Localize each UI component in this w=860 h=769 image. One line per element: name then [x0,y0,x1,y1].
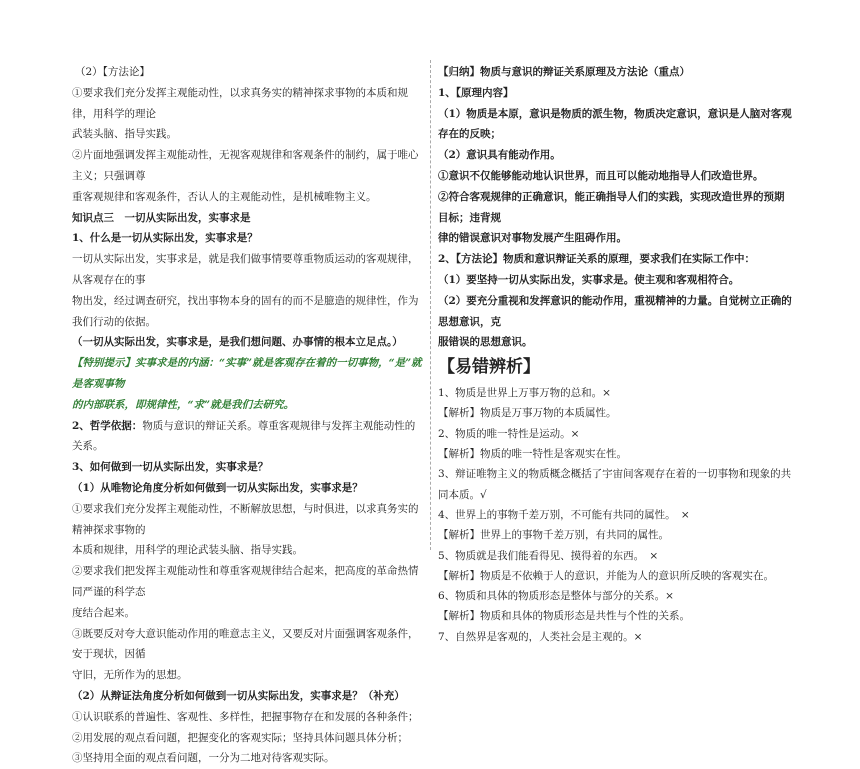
text-line: ①认识联系的普遍性、客观性、多样性，把握事物存在和发展的各种条件； [72,710,419,723]
text-line: （1）要坚持一切从实际出发，实事求是。使主观和客观相符合。 [438,273,740,286]
text-line: （2）意识具有能动作用。 [438,149,561,162]
text-line: 【解析】物质和具体的物质形态是共性与个性的关系。 [438,610,690,623]
left-text-block [72,62,424,769]
text-line: 2、物质的唯一特性是运动。× [438,427,580,440]
text-line: （1）物质是本原，意识是物质的派生物，物质决定意识，意识是人脑对客观存在的反映； [438,107,792,141]
text-line: 【解析】物质是万事万物的本质属性。 [438,407,617,420]
text-line: ②用发展的观点看问题，把握变化的客观实际；坚持具体问题具体分析； [72,731,408,744]
text-line: 2、哲学依据：物质与意识的辩证关系。尊重客观规律与发挥主观能动性的关系。 [72,419,416,453]
text-line: ②片面地强调发挥主观能动性，无视客观规律和客观条件的制约，属于唯心主义；只强调尊 [72,149,419,182]
text-line: 的内部联系，即规律性，“求”就是我们去研究。 [72,398,295,411]
column-divider [430,60,431,550]
text-line: 一切从实际出发，实事求是，就是我们做事情要尊重物质运动的客观规律，从客观存在的事 [72,253,419,286]
text-line: ③既要反对夸大意识能动作用的唯意志主义，又要反对片面强调客观条件，安于现状，因循 [72,627,419,661]
text-line: ②符合客观规律的正确意识，能正确指导人们的实践，实现改造世界的预期目标；违背规 [438,190,785,224]
text-line: ①要求我们充分发挥主观能动性，不断解放思想，与时俱进，以求真务实的精神探求事物的 [72,502,419,536]
text-line: 1、什么是一切从实际出发，实事求是？ [72,232,258,245]
text-line: 1、物质是世界上万事万物的总和。× [438,387,611,400]
text-line: 2、【方法论】物质和意识辩证关系的原理，要求我们在实际工作中： [438,253,756,266]
text-line: ①要求我们充分发挥主观能动性，以求真务实的精神探求事物的本质和规律，用科学的理论 [72,86,408,120]
text-line: 武装头脑、指导实践。 [72,128,177,141]
text-line: 守旧，无所作为的思想。 [72,669,188,682]
text-line: 【归纳】物质与意识的辩证关系原理及方法论（重点） [438,66,690,78]
text-line: 【特别提示】实事求是的内涵：“实事”就是客观存在着的一切事物，“是”就是客观事物 [72,357,422,390]
error-analysis-block [438,383,794,647]
text-line: 3、辩证唯物主义的物质概念概括了宇宙间客观存在着的一切事物和现象的共同本质。√ [438,468,792,501]
right-column [438,62,794,647]
section-title: 【易错辨析】 [438,357,540,378]
text-line: 【解析】世界上的事物千差万别，有共同的属性。 [438,529,669,542]
text-line: 6、物质和具体的物质形态是整体与部分的关系。× [438,590,674,603]
text-line: （一切从实际出发，实事求是，是我们想问题、办事情的根本立足点。） [72,336,403,349]
text-line: （2）要充分重视和发挥意识的能动作用，重视精神的力量。自觉树立正确的思想意识，克 [438,294,792,328]
text-line: 度结合起来。 [72,606,135,619]
text-line: 律的错误意识对事物发展产生阻碍作用。 [438,232,627,245]
text-line: ①意识不仅能够能动地认识世界，而且可以能动地指导人们改造世界。 [438,169,764,182]
summary-block [438,62,794,353]
left-column [72,62,424,769]
text-line: ③坚持用全面的观点看问题，一分为二地对待客观实际。 [72,752,335,765]
text-line: ②要求我们把发挥主观能动性和尊重客观规律结合起来，把高度的革命热情同严谨的科学态 [72,565,419,598]
text-line: （2）【方法论】 [75,66,150,78]
text-line: 物出发，经过调查研究，找出事物本身的固有的而不是臆造的规律性，作为我们行动的依据。 [72,294,419,328]
text-line: 【解析】物质是不依赖于人的意识，并能为人的意识所反映的客观实在。 [438,569,774,582]
text-line: 知识点三 一切从实际出发，实事求是 [72,211,251,224]
text-line: 3、如何做到一切从实际出发，实事求是？ [72,461,269,474]
text-line: 服错误的思想意识。 [438,336,533,349]
text-line: 重客观规律和客观条件，否认人的主观能动性，是机械唯物主义。 [72,190,377,203]
text-line: 本质和规律，用科学的理论武装头脑、指导实践。 [72,544,303,557]
text-line: （1）从唯物论角度分析如何做到一切从实际出发，实事求是？ [72,481,363,494]
text-line: （2）从辩证法角度分析如何做到一切从实际出发，实事求是？（补充） [72,689,405,702]
text-line: 【解析】物质的唯一特性是客观实在性。 [438,448,627,461]
text-line: 4、世界上的事物千差万别，不可能有共同的属性。 × [438,508,690,521]
text-line: 5、物质就是我们能看得见、摸得着的东西。 × [438,549,659,562]
lead-phrase: 2、哲学依据： [72,419,143,432]
text-line: 1、【原理内容】 [438,86,514,99]
text-line: 7、自然界是客观的，人类社会是主观的。× [438,630,643,643]
